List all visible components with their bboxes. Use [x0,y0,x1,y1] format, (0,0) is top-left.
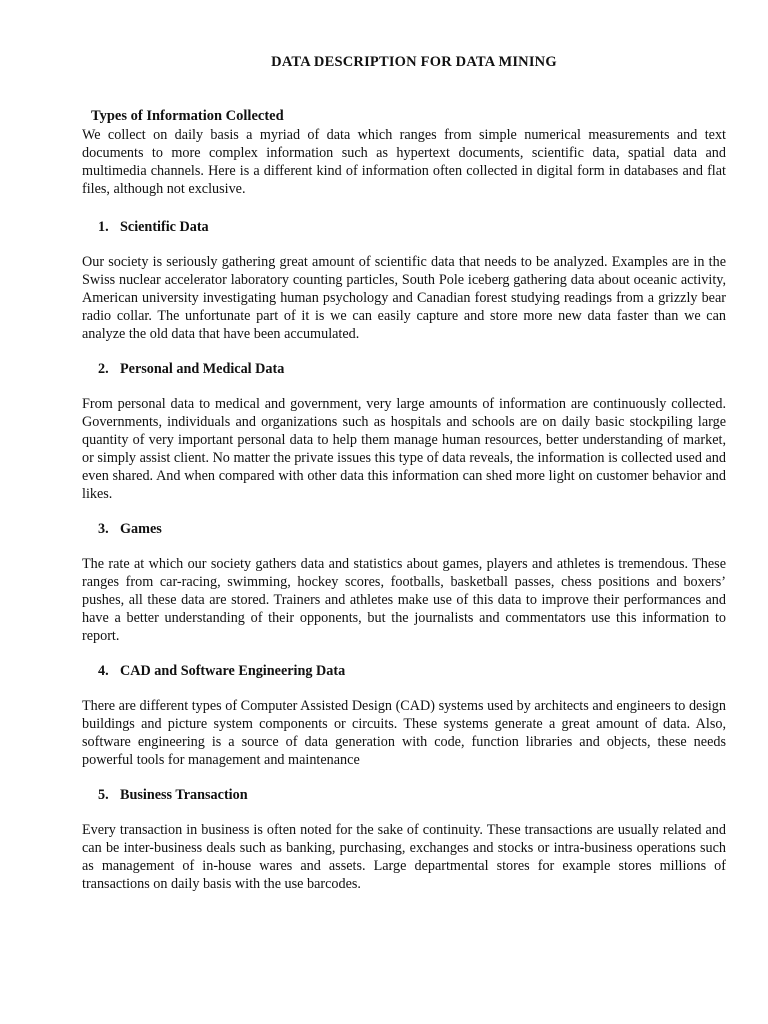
section-paragraph-games: The rate at which our society gathers data and statistics about games, players and athletes is tremendous. These ranges from car-racing, swimming, hockey scores, footballs, basketball passes, chess positions and boxers’ pushes, all these data are stored. Trainers and athletes make use of this data to improve their performances and have a better understanding of their opponents, but the journalists and commentators use this information to report. [82,556,726,644]
section-title: Games [120,521,162,537]
section-number: 2. [98,361,109,377]
section-title: Business Transaction [120,787,248,803]
document-page [82,54,726,910]
section-title: CAD and Software Engineering Data [120,663,346,679]
section-heading-scientific-data [98,218,726,236]
section-number: 1. [98,219,109,235]
section-paragraph-business-transaction: Every transaction in business is often noted for the sake of continuity. These transactions are usually related and can be inter-business deals such as banking, purchasing, exchanges and stocks or intra-business operations such as management of in-house wares and assets. Large departmental stores for example stores millions of transactions on daily basis with the use barcodes. [82,822,726,892]
section-heading-personal-medical-data [98,360,726,378]
page-title: DATA DESCRIPTION FOR DATA MINING [271,54,557,70]
section-paragraph-cad-software: There are different types of Computer Assisted Design (CAD) systems used by architects and engineers to design buildings and picture system components or circuits. These systems generate a great amount of data. Also, software engineering is a source of data generation with code, function libraries and objects, these needs powerful tools for management and maintenance [82,698,726,768]
intro-heading: Types of Information Collected [91,108,284,124]
section-heading-games [98,520,726,538]
section-paragraph-personal-medical-data: From personal data to medical and government, very large amounts of information are continuously collected. Governments, individuals and organizations such as hospitals and schools are on daily basic stockpiling large quantity of very important personal data to help them manage human resources, better understanding of market, or simply assist client. No matter the private issues this type of data reveals, the information is collected used and even shared. And when compared with other data this information can shed more light on customer behavior and likes. [82,396,726,502]
section-heading-cad-software [98,662,726,680]
section-number: 5. [98,787,109,803]
section-paragraph-scientific-data: Our society is seriously gathering great amount of scientific data that needs to be analyzed. Examples are in the Swiss nuclear accelerator laboratory counting particles, South Pole iceberg gathering data about oceanic activity, American university investigating human psychology and Canadian forest studying readings from a grizzly bear radio collar. The unfortunate part of it is we can easily capture and store more new data faster than we can analyze the old data that have been accumulated. [82,254,726,342]
section-title: Personal and Medical Data [120,361,285,377]
section-title: Scientific Data [120,219,209,235]
intro-paragraph: We collect on daily basis a myriad of data which ranges from simple numerical measurements and text documents to more complex information such as hypertext documents, scientific data, spatial data and multimedia channels. Here is a different kind of information often collected in digital form in databases and flat files, although not exclusive. [82,127,726,197]
section-heading-business-transaction [98,786,726,804]
section-number: 4. [98,663,109,679]
section-number: 3. [98,521,109,537]
